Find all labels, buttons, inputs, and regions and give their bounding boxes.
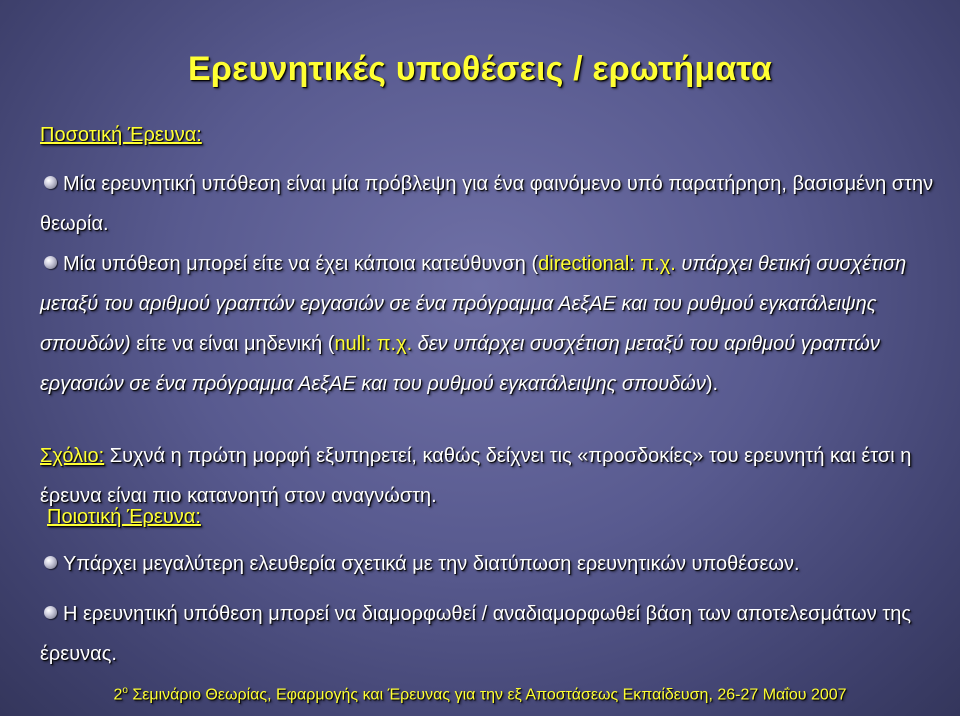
quantitative-bullet-2 [40, 244, 940, 404]
quantitative-bullet-1-text: Μία ερευνητική υπόθεση είναι μία πρόβλεψη για ένα φαινόμενο υπό παρατήρηση, βασισμένη στην θεωρία. [40, 173, 934, 235]
bullet-2-part-1: Μία υπόθεση μπορεί είτε να έχει κάποια κατεύθυνση ( [63, 253, 539, 275]
bullet-2-part-5: ). [705, 373, 719, 395]
footer-superscript: ο [122, 685, 128, 696]
qualitative-bullet-1-text: Υπάρχει μεγαλύτερη ελευθερία σχετικά με την διατύπωση ερευνητικών υποθέσεων. [63, 553, 800, 575]
comment-paragraph [40, 436, 940, 516]
footer [0, 685, 960, 704]
footer-number: 2 [113, 686, 123, 704]
bullet-2-part-3: είτε να είναι μηδενική ( [130, 333, 335, 355]
bullet-icon [44, 606, 57, 619]
slide-title: Ερευνητικές υποθέσεις / ερωτήματα [188, 50, 772, 88]
directional-label: directional: π.χ. [538, 253, 676, 275]
quantitative-bullet-1 [40, 164, 940, 244]
qualitative-bullet-2-text: Η ερευνητική υπόθεση μπορεί να διαμορφωθεί / αναδιαμορφωθεί βάση των αποτελεσμάτων της έρευνας. [40, 603, 912, 665]
qualitative-bullet-2 [40, 594, 940, 674]
qualitative-heading: Ποιοτική Έρευνα: [47, 506, 201, 528]
quantitative-heading: Ποσοτική Έρευνα: [40, 124, 202, 146]
comment-text: Συχνά η πρώτη μορφή εξυπηρετεί, καθώς δείχνει τις «προσδοκίες» του ερευνητή και έτσι η έρευνα είναι πιο κατανοητή στον αναγνώστη. [40, 445, 912, 507]
null-label: null: π.χ. [334, 333, 413, 355]
bullet-icon [44, 556, 57, 569]
footer-text: Σεμινάριο Θεωρίας, Εφαρμογής και Έρευνας για την εξ Αποστάσεως Εκπαίδευση, 26-27 Μαΐου 2007 [127, 686, 847, 704]
qualitative-bullet-1 [40, 544, 940, 584]
comment-label: Σχόλιο: [40, 445, 105, 467]
bullet-icon [44, 256, 57, 269]
bullet-icon [44, 176, 57, 189]
null-example: δεν υπάρχει συσχέτιση μεταξύ του αριθμού γραπτών εργασιών σε ένα πρόγραμμα ΑεξΑΕ και του ρυθμού εγκατάλειψης σπουδών [40, 333, 880, 395]
directional-example: υπάρχει θετική συσχέτιση μεταξύ του αριθμού γραπτών εργασιών σε ένα πρόγραμμα ΑεξΑΕ και του ρυθμού εγκατάλειψης σπουδών) [40, 253, 907, 355]
